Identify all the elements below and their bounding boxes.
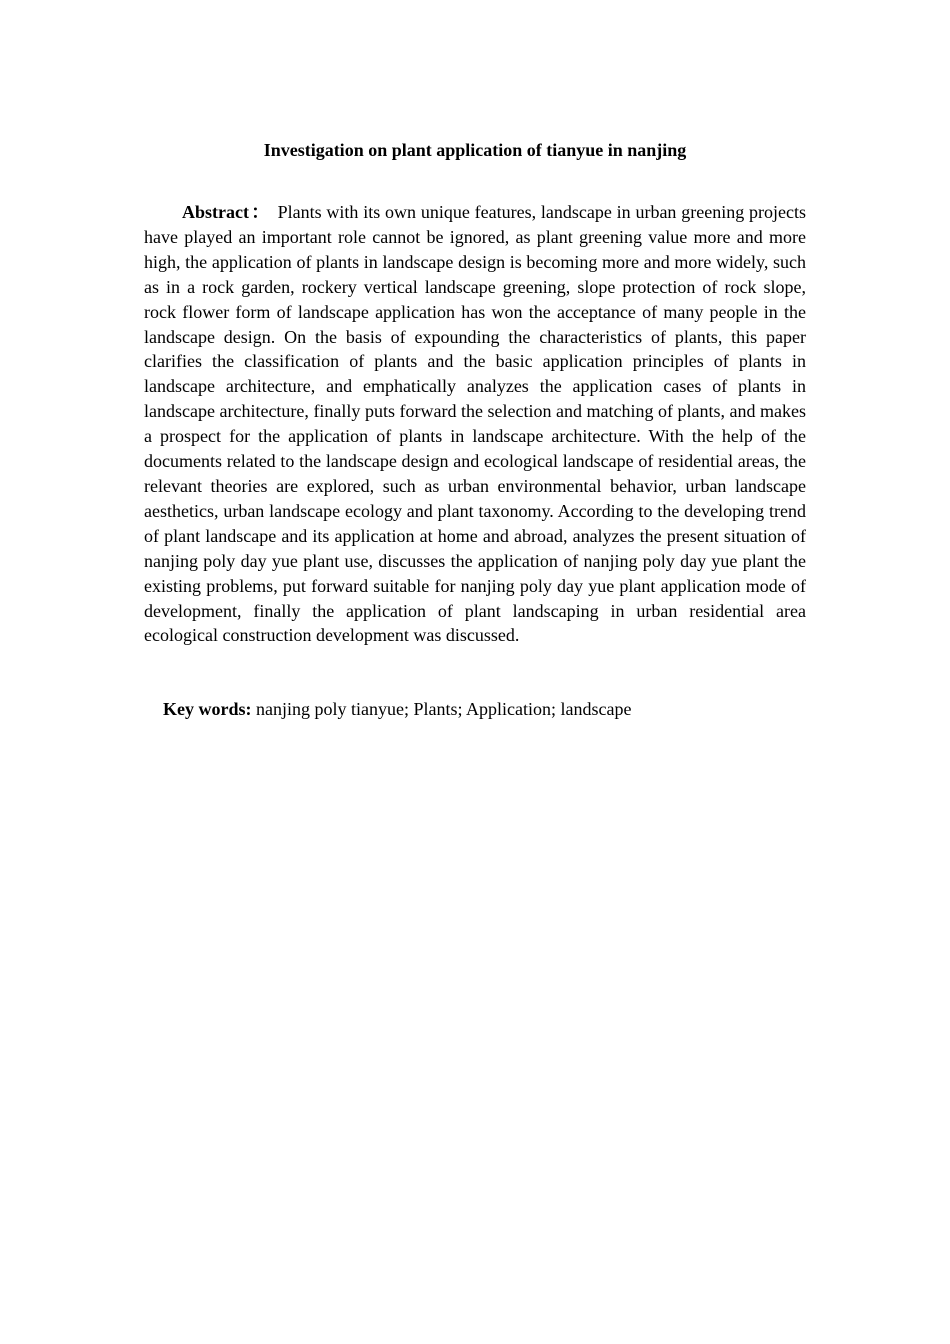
keywords-label: Key words: <box>163 699 252 719</box>
paper-title: Investigation on plant application of tianyue in nanjing <box>263 140 687 160</box>
keywords-line <box>163 697 803 722</box>
abstract-separator: ： <box>250 202 270 222</box>
abstract-paragraph <box>144 200 806 648</box>
keywords-text: nanjing poly tianyue; Plants; Application; landscape <box>256 699 632 719</box>
abstract-label: Abstract <box>182 202 249 222</box>
abstract-text: Plants with its own unique features, landscape in urban greening projects have played an important role cannot be ignored, as plant greening value more and more high, the application of plants in landscape design is becoming more and more widely, such as in a rock garden, rockery vertical landscape greening, slope protection of rock slope, rock flower form of landscape application has won the acceptance of many people in the landscape design. On the basis of expounding the characteristics of plants, this paper clarifies the classification of plants and the basic application principles of plants in landscape architecture, and emphatically analyzes the application cases of plants in landscape architecture, finally puts forward the selection and matching of plants, and makes a prospect for the application of plants in landscape architecture. With the help of the documents related to the landscape design and ecological landscape of residential areas, the relevant theories are explored, such as urban environmental behavior, urban landscape aesthetics, urban landscape ecology and plant taxonomy. According to the developing trend of plant landscape and its application at home and abroad, analyzes the present situation of nanjing poly day yue plant use, discusses the application of nanjing poly day yue plant the existing problems, put forward suitable for nanjing poly day yue plant application mode of development, finally the application of plant landscaping in urban residential area ecological construction development was discussed. <box>144 202 806 646</box>
